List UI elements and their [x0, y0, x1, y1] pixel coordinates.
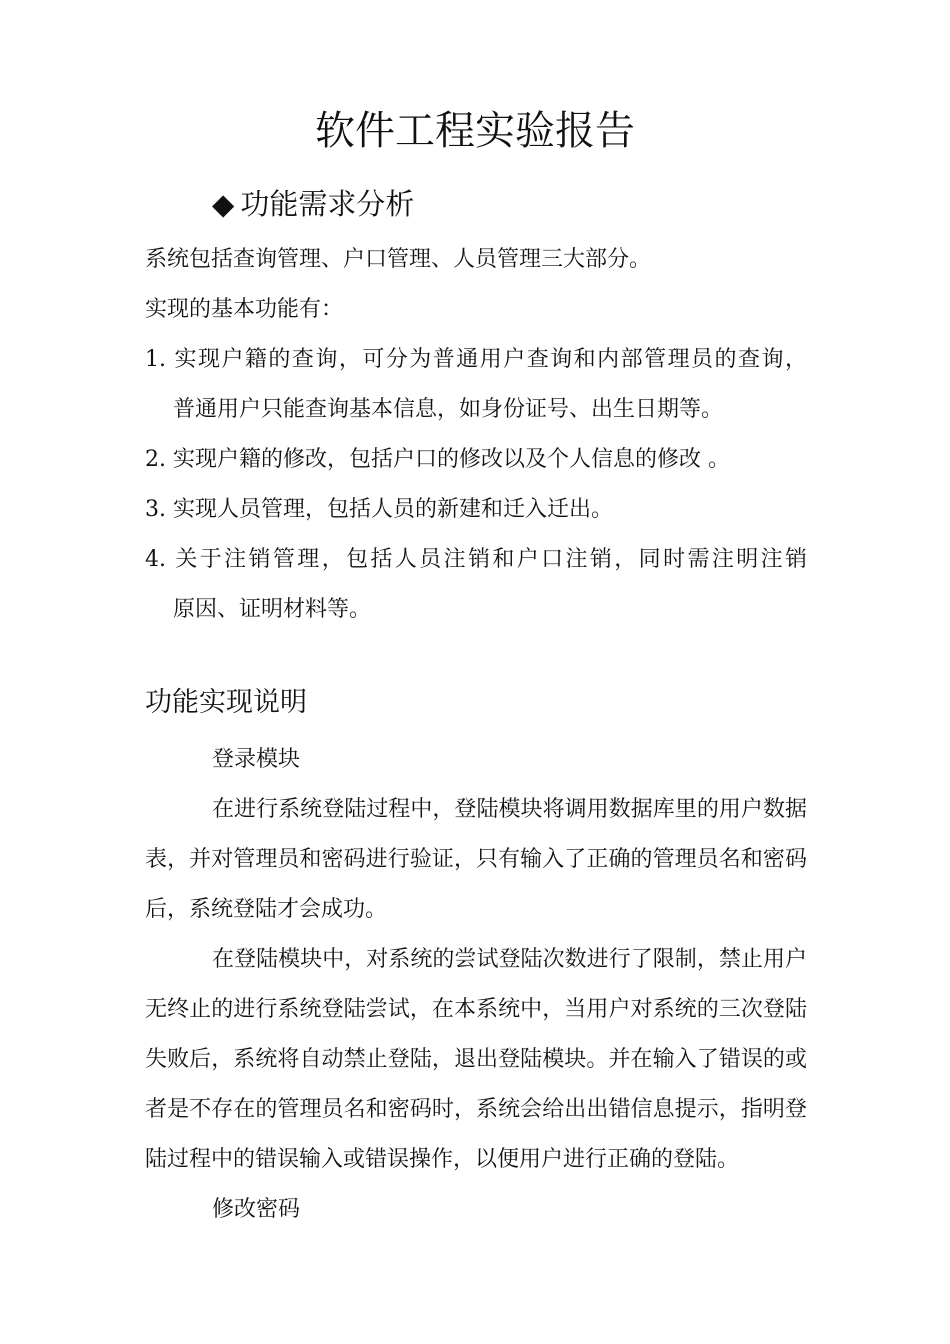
list-number: 1.: [145, 347, 166, 372]
list-item-3: 3. 实现人员管理，包括人员的新建和迁入迁出。: [145, 495, 613, 525]
list-item-4-line-2: 原因、证明材料等。: [173, 597, 372, 622]
section-heading-implementation: 功能实现说明: [145, 687, 307, 718]
paragraph-2-line-1: 在登陆模块中，对系统的尝试登陆次数进行了限制，禁止用户: [212, 947, 807, 972]
paragraph-1-line-2: 表，并对管理员和密码进行验证，只有输入了正确的管理员名和密码: [145, 847, 807, 872]
subheading-login-module: 登录模块: [212, 747, 301, 772]
list-item-2: 2. 实现户籍的修改，包括户口的修改以及个人信息的修改 。: [145, 445, 730, 475]
list-number: 3.: [145, 497, 166, 522]
list-number: 4.: [145, 547, 166, 572]
document-title: 软件工程实验报告: [315, 108, 635, 154]
paragraph-2-line-3: 失败后，系统将自动禁止登陆，退出登陆模块。并在输入了错误的或: [145, 1047, 807, 1072]
list-item-1-line-1: 1. 实现户籍的查询，可分为普通用户查询和内部管理员的查询，: [145, 345, 807, 375]
intro-paragraph: 系统包括查询管理、户口管理、人员管理三大部分。: [145, 247, 652, 272]
paragraph-2-line-4: 者是不存在的管理员名和密码时，系统会给出出错信息提示，指明登: [145, 1097, 807, 1122]
subheading-change-password: 修改密码: [212, 1197, 301, 1222]
diamond-bullet-icon: ◆: [212, 187, 235, 221]
paragraph-1-line-1: 在进行系统登陆过程中，登陆模块将调用数据库里的用户数据: [212, 797, 807, 822]
paragraph-2-line-5: 陆过程中的错误输入或错误操作，以便用户进行正确的登陆。: [145, 1147, 740, 1172]
intro-paragraph-2: 实现的基本功能有：: [145, 297, 344, 322]
paragraph-1-line-3: 后，系统登陆才会成功。: [145, 897, 388, 922]
section-heading-requirements: [212, 185, 414, 223]
list-item-1-line-2: 普通用户只能查询基本信息，如身份证号、出生日期等。: [173, 397, 724, 422]
list-item-4-line-1: 4. 关于注销管理，包括人员注销和户口注销，同时需注明注销: [145, 545, 807, 575]
list-number: 2.: [145, 447, 166, 472]
section-heading-text: 功能需求分析: [240, 187, 415, 221]
paragraph-2-line-2: 无终止的进行系统登陆尝试，在本系统中，当用户对系统的三次登陆: [145, 997, 807, 1022]
